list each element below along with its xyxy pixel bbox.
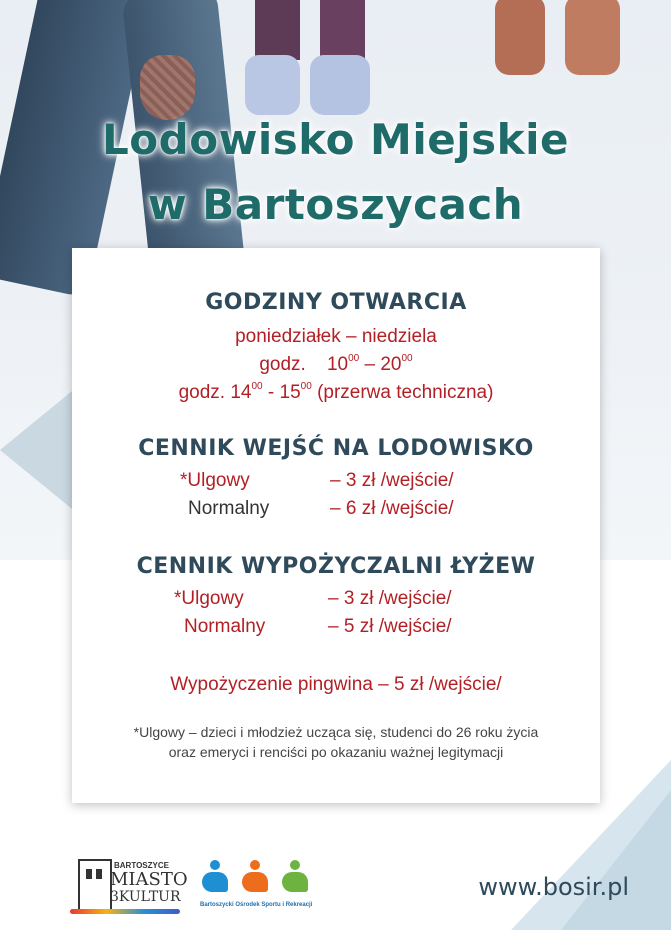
footnote-line-2: oraz emeryci i renciści po okazaniu ważnej legitymacji bbox=[168, 744, 504, 760]
poster-title: Lodowisko Miejskie bbox=[102, 115, 569, 164]
open-minute: 00 bbox=[348, 353, 360, 364]
rental-price-reduced: – 3 zł /wejście/ bbox=[328, 588, 452, 609]
entry-prices-heading: CENNIK WEJŚĆ NA LODOWISKO bbox=[138, 436, 534, 461]
break-end-minute: 00 bbox=[300, 381, 312, 392]
wave-icon bbox=[70, 909, 180, 914]
city-logo bbox=[70, 855, 190, 915]
ice-skate bbox=[245, 55, 300, 115]
decorative-triangle bbox=[561, 790, 671, 930]
hours-prefix: godz. bbox=[259, 354, 306, 375]
break-end-hour: 15 bbox=[279, 382, 301, 403]
entry-label-normal: Normalny bbox=[188, 498, 270, 519]
entry-price-reduced: – 3 zł /wejście/ bbox=[330, 470, 454, 491]
rental-label-normal: Normalny bbox=[184, 616, 266, 637]
city-logo-bottom: 3KULTUR bbox=[110, 889, 181, 905]
penguin-rental: Wypożyczenie pingwina – 5 zł /wejście/ bbox=[170, 674, 502, 695]
poster-subtitle: w Bartoszycach bbox=[147, 180, 524, 229]
bosir-logo bbox=[200, 858, 330, 918]
ice-skate bbox=[565, 0, 620, 75]
break-start-minute: 00 bbox=[251, 381, 263, 392]
break-note: (przerwa techniczna) bbox=[317, 382, 494, 403]
rental-price-normal: – 5 zł /wejście/ bbox=[328, 616, 452, 637]
break-start-hour: 14 bbox=[230, 382, 252, 403]
swimmer-icon bbox=[280, 860, 310, 898]
open-hour: 10 bbox=[326, 354, 349, 375]
bosir-caption: Bartoszycki Ośrodek Sportu i Rekreacji bbox=[200, 902, 313, 908]
break-hours: godz. $14^{00} - 15^{00}$ (przerwa techniczna) bbox=[178, 381, 494, 403]
website-link[interactable]: www.bosir.pl bbox=[478, 873, 629, 901]
footnote-line-1: *Ulgowy – dzieci i młodzież ucząca się, studenci do 26 roku życia bbox=[133, 724, 539, 740]
hours-prefix: godz. bbox=[178, 382, 226, 403]
info-card bbox=[72, 248, 600, 803]
glove bbox=[140, 55, 195, 120]
skater-leg bbox=[255, 0, 300, 60]
rental-prices-heading: CENNIK WYPOŻYCZALNI ŁYŻEW bbox=[136, 554, 536, 579]
opening-hours: godz. $10^{00} - 20^{00}$ bbox=[259, 353, 413, 375]
entry-price-normal: – 6 zł /wejście/ bbox=[330, 498, 454, 519]
city-logo-top: BARTOSZYCE bbox=[114, 861, 169, 870]
rental-label-reduced: *Ulgowy bbox=[174, 588, 244, 609]
castle-icon bbox=[78, 859, 112, 911]
ice-skate bbox=[495, 0, 545, 75]
opening-days: poniedziałek – niedziela bbox=[235, 326, 437, 347]
hours-heading: GODZINY OTWARCIA bbox=[205, 290, 467, 315]
close-hour: 20 bbox=[380, 354, 402, 375]
skater-leg bbox=[320, 0, 365, 60]
entry-label-reduced: *Ulgowy bbox=[180, 470, 250, 491]
city-logo-middle: MIASTO bbox=[110, 869, 188, 890]
ice-skate bbox=[310, 55, 370, 115]
runner-icon bbox=[200, 860, 230, 898]
close-minute: 00 bbox=[401, 353, 413, 364]
athlete-icon bbox=[240, 860, 270, 898]
